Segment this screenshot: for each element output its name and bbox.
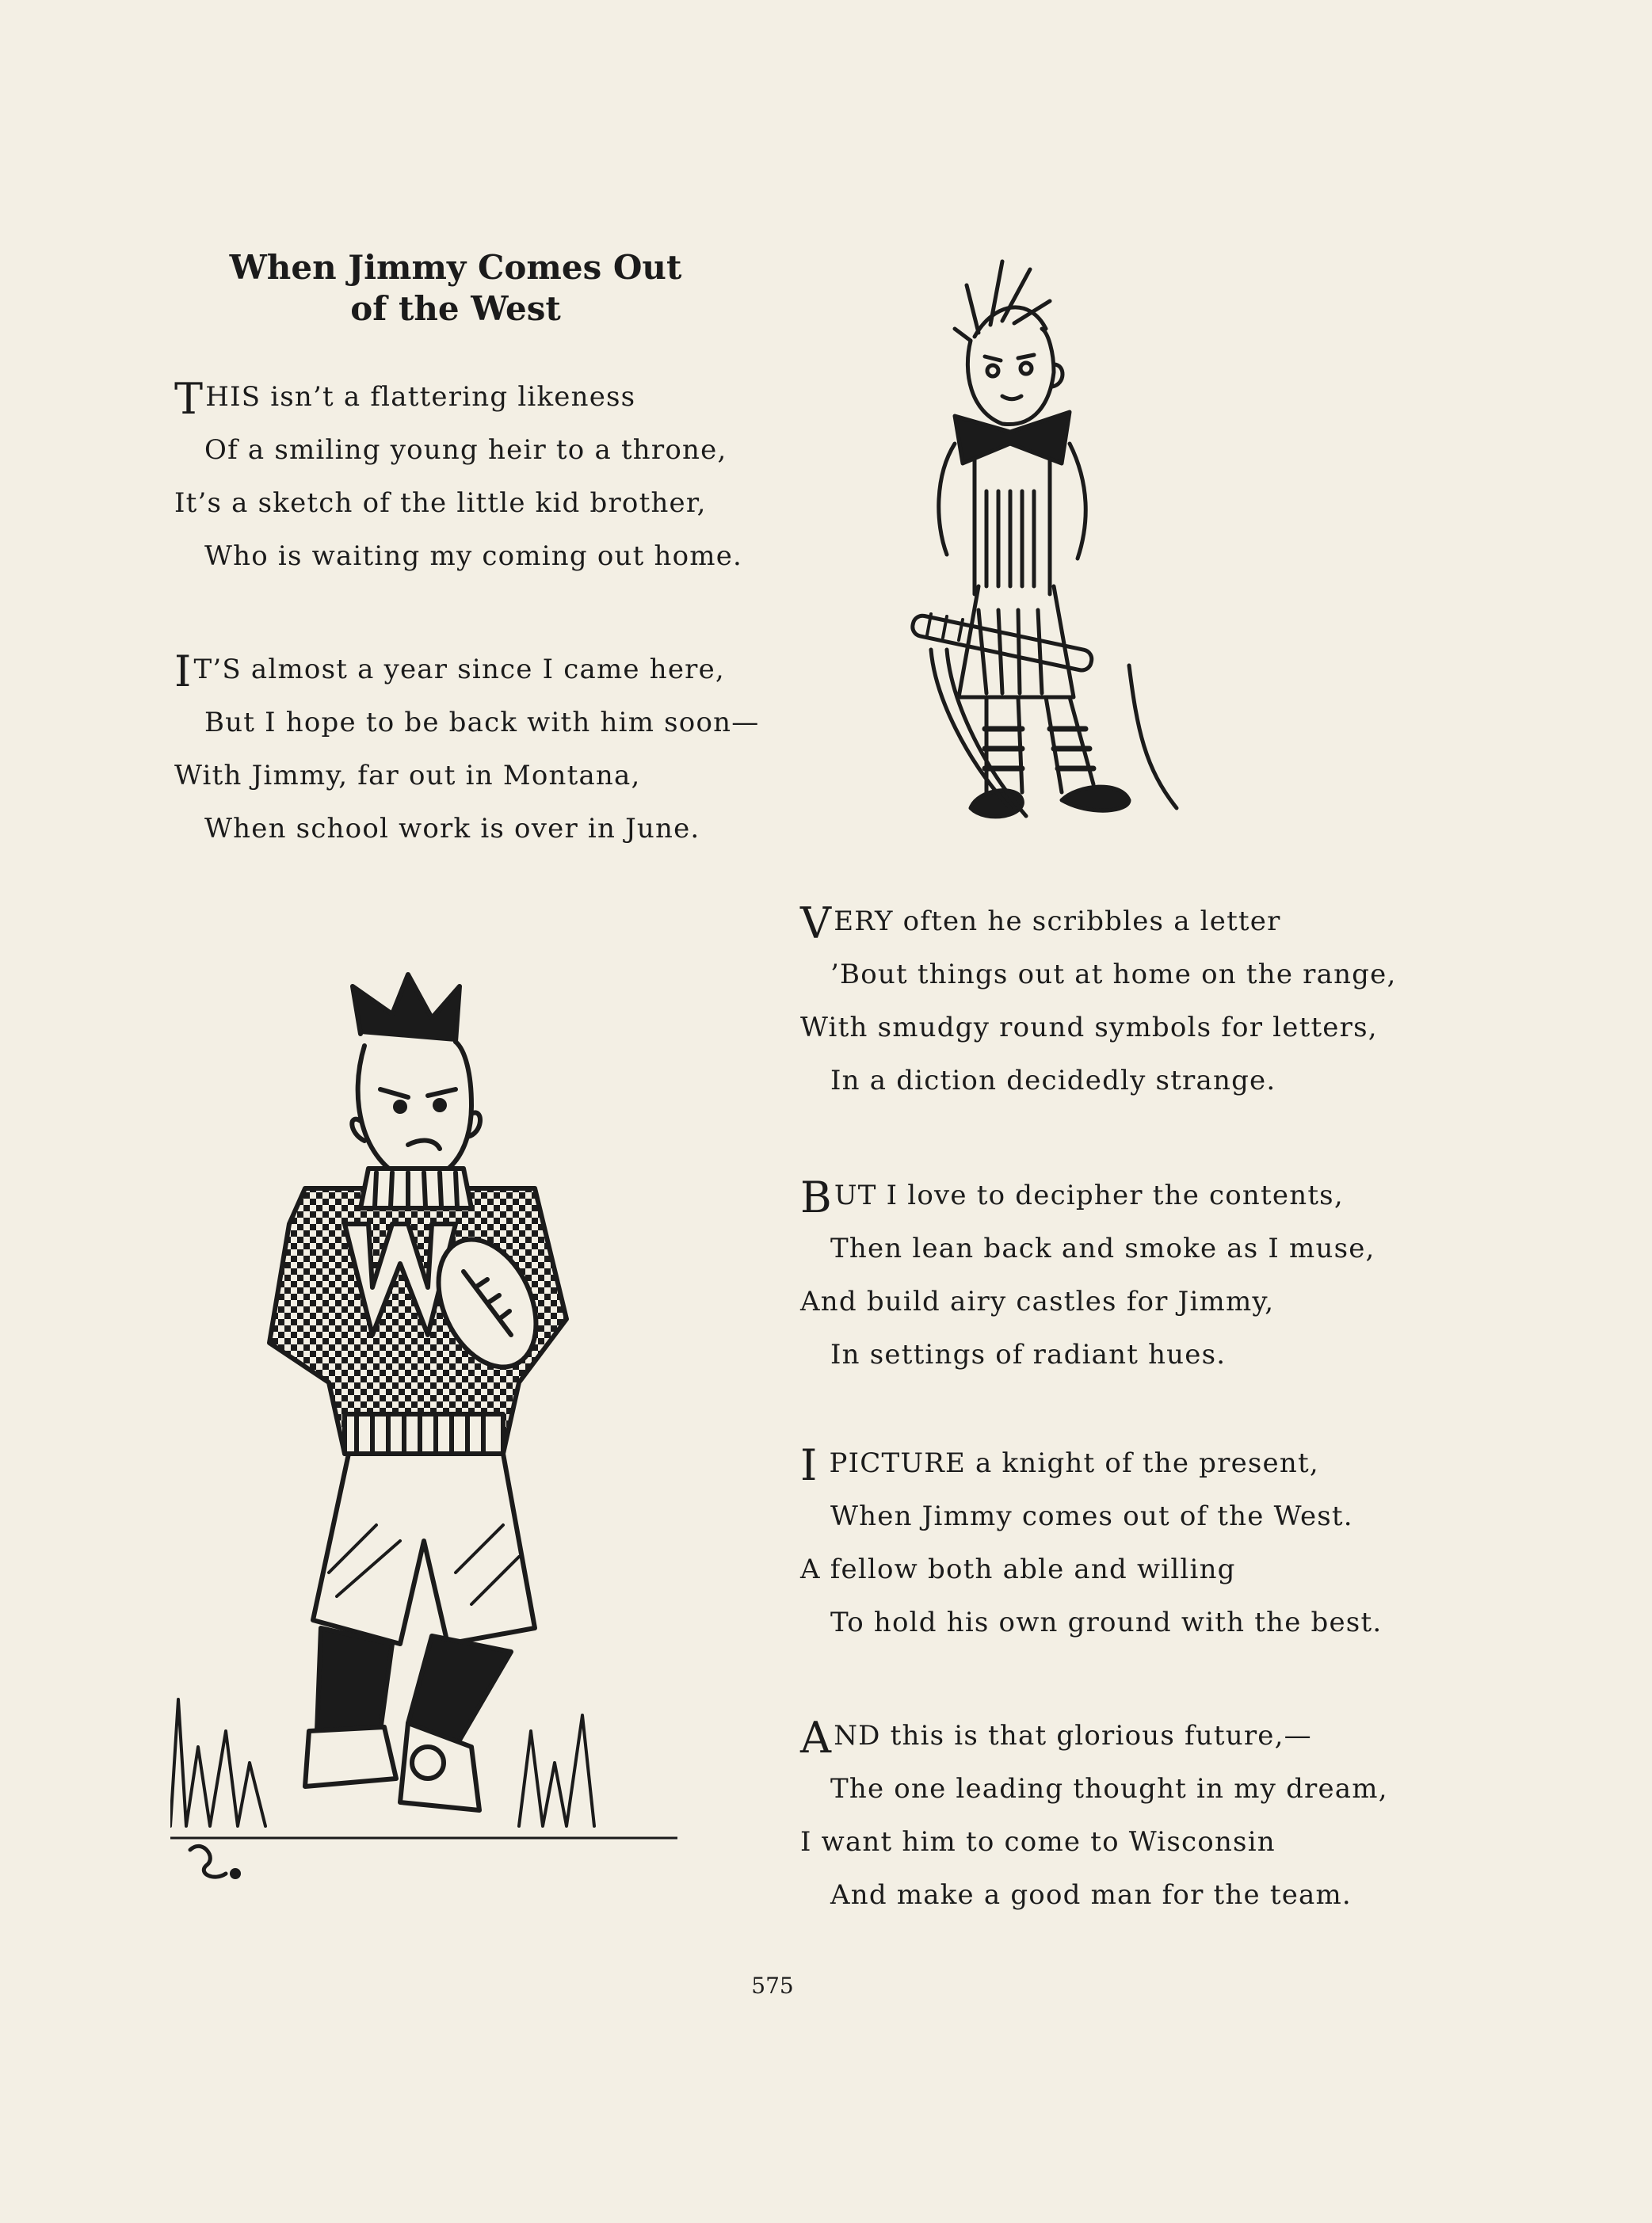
stanza-2 [174, 643, 759, 856]
stanza-line: Of a smiling young heir to a throne, [204, 434, 727, 466]
drop-cap: I [800, 1440, 818, 1490]
drop-cap: T [174, 374, 204, 424]
stanza-line: When Jimmy comes out of the West. [830, 1500, 1353, 1532]
stanza-line-text: ERY often he scribbles a letter [834, 906, 1281, 937]
stanza-line: With Jimmy, far out in Montana, [174, 760, 641, 791]
stanza-line: When school work is over in June. [204, 813, 700, 845]
stanza-4 [800, 1169, 1375, 1382]
stanza-line: And build airy castles for Jimmy, [800, 1286, 1275, 1317]
stanza-line: I want him to come to Wisconsin [800, 1826, 1276, 1858]
stanza-line [800, 1437, 1382, 1490]
drop-cap: I [174, 646, 193, 696]
boy-with-bat-icon [891, 254, 1295, 856]
poem-title-line-2: of the West [350, 289, 561, 328]
stanza-line-text: ND this is that glorious future,— [834, 1720, 1312, 1752]
stanza-line: Who is waiting my coming out home. [204, 540, 743, 572]
football-player-icon [170, 970, 677, 1905]
stanza-line: With smudgy round symbols for letters, [800, 1012, 1378, 1043]
stanza-line-text: UT I love to decipher the contents, [834, 1180, 1344, 1211]
stanza-line: A fellow both able and willing [800, 1554, 1236, 1585]
stanza-line: To hold his own ground with the best. [830, 1607, 1383, 1638]
stanza-line-text: HIS isn’t a flattering likeness [205, 381, 636, 413]
stanza-line [800, 1169, 1375, 1222]
stanza-line: ’Bout things out at home on the range, [830, 959, 1397, 990]
boy-with-bat-illustration [891, 254, 1295, 856]
stanza-line: Then lean back and smoke as I muse, [830, 1233, 1375, 1264]
stanza-line [800, 1710, 1388, 1763]
stanza-line-text: PICTURE a knight of the present, [819, 1447, 1319, 1479]
stanza-line [800, 895, 1396, 948]
stanza-line [174, 371, 742, 424]
football-player-illustration [170, 970, 677, 1905]
stanza-line: It’s a sketch of the little kid brother, [174, 487, 707, 519]
drop-cap: B [800, 1173, 833, 1222]
stanza-5 [800, 1437, 1382, 1649]
poem-title [170, 247, 741, 330]
stanza-6 [800, 1710, 1388, 1922]
stanza-line [174, 643, 759, 696]
stanza-1 [174, 371, 742, 583]
stanza-line-text: T’S almost a year since I came here, [193, 654, 725, 685]
stanza-line: And make a good man for the team. [830, 1879, 1352, 1911]
stanza-line: The one leading thought in my dream, [830, 1773, 1388, 1805]
poem-title-line-1: When Jimmy Comes Out [229, 248, 682, 287]
page-number: 575 [751, 1973, 794, 1999]
drop-cap: A [800, 1713, 833, 1763]
stanza-line: In settings of radiant hues. [830, 1339, 1227, 1371]
stanza-line: In a diction decidedly strange. [830, 1065, 1276, 1096]
stanza-line: But I hope to be back with him soon— [204, 707, 760, 738]
drop-cap: V [800, 898, 833, 948]
stanza-3 [800, 895, 1396, 1108]
